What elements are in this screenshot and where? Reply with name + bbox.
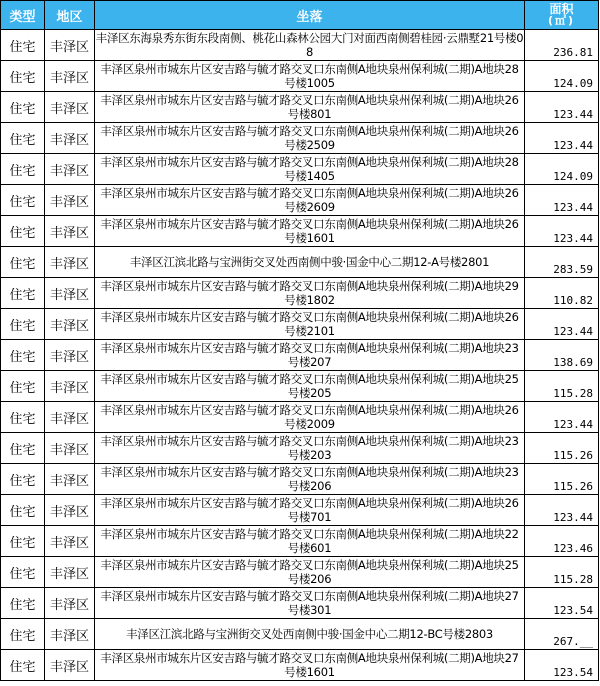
cell-area: 123.44: [525, 309, 599, 340]
cell-area: 123.44: [525, 495, 599, 526]
table-row: [1, 92, 599, 123]
table-row: [1, 309, 599, 340]
cell-district: 丰泽区: [45, 650, 95, 681]
cell-type: 住宅: [1, 402, 45, 433]
cell-location: 丰泽区泉州市城东片区安吉路与毓才路交叉口东南侧A地块泉州保利城(二期)A地块26号楼2009: [95, 402, 525, 433]
table-row: [1, 30, 599, 61]
cell-type: 住宅: [1, 495, 45, 526]
cell-type: 住宅: [1, 588, 45, 619]
table-row: [1, 154, 599, 185]
header-area-label: 面积: [549, 2, 574, 16]
table-row: [1, 588, 599, 619]
header-row: [1, 1, 599, 30]
cell-type: 住宅: [1, 371, 45, 402]
cell-location: 丰泽区江滨北路与宝洲街交叉处西南侧中骏·国金中心二期12-A号楼2801: [95, 247, 525, 278]
cell-type: 住宅: [1, 247, 45, 278]
cell-location: 丰泽区泉州市城东片区安吉路与毓才路交叉口东南侧A地块泉州保利城(二期)A地块29号楼1802: [95, 278, 525, 309]
cell-area: 123.54: [525, 650, 599, 681]
cell-area: 115.26: [525, 464, 599, 495]
cell-district: 丰泽区: [45, 526, 95, 557]
cell-district: 丰泽区: [45, 402, 95, 433]
cell-district: 丰泽区: [45, 340, 95, 371]
cell-area: 123.44: [525, 123, 599, 154]
cell-area: 283.59: [525, 247, 599, 278]
cell-area: 236.81: [525, 30, 599, 61]
table-row: [1, 340, 599, 371]
cell-location: 丰泽区泉州市城东片区安吉路与毓才路交叉口东南侧A地块泉州保利城(二期)A地块26号楼2101: [95, 309, 525, 340]
cell-area: 115.28: [525, 371, 599, 402]
cell-location: 丰泽区泉州市城东片区安吉路与毓才路交叉口东南侧A地块泉州保利城(二期)A地块28号楼1405: [95, 154, 525, 185]
cell-area: 123.44: [525, 185, 599, 216]
cell-type: 住宅: [1, 154, 45, 185]
table-row: [1, 619, 599, 650]
table-row: [1, 526, 599, 557]
cell-type: 住宅: [1, 650, 45, 681]
table-row: [1, 433, 599, 464]
cell-type: 住宅: [1, 526, 45, 557]
cell-location: 丰泽区泉州市城东片区安吉路与毓才路交叉口东南侧A地块泉州保利城(二期)A地块22号楼601: [95, 526, 525, 557]
cell-location: 丰泽区泉州市城东片区安吉路与毓才路交叉口东南侧A地块泉州保利城(二期)A地块23号楼206: [95, 464, 525, 495]
cell-location: 丰泽区江滨北路与宝洲街交叉处西南侧中骏·国金中心二期12-BC号楼2803: [95, 619, 525, 650]
cell-type: 住宅: [1, 309, 45, 340]
cell-district: 丰泽区: [45, 92, 95, 123]
cell-district: 丰泽区: [45, 30, 95, 61]
table-row: [1, 123, 599, 154]
cell-location: 丰泽区泉州市城东片区安吉路与毓才路交叉口东南侧A地块泉州保利城(二期)A地块23号楼207: [95, 340, 525, 371]
cell-area: 115.28: [525, 557, 599, 588]
table-row: [1, 61, 599, 92]
cell-district: 丰泽区: [45, 185, 95, 216]
table-body: [1, 30, 599, 681]
cell-location: 丰泽区泉州市城东片区安吉路与毓才路交叉口东南侧A地块泉州保利城(二期)A地块25号楼205: [95, 371, 525, 402]
cell-area: 138.69: [525, 340, 599, 371]
cell-location: 丰泽区东海泉秀东街东段南侧、桃花山森林公园大门对面西南侧碧桂园·云鼎墅21号楼08: [95, 31, 524, 59]
cell-district: 丰泽区: [45, 464, 95, 495]
table-row: [1, 557, 599, 588]
table-row: [1, 495, 599, 526]
table-row: [1, 371, 599, 402]
cell-location: 丰泽区泉州市城东片区安吉路与毓才路交叉口东南侧A地块泉州保利城(二期)A地块26号楼701: [95, 495, 525, 526]
cell-location: 丰泽区泉州市城东片区安吉路与毓才路交叉口东南侧A地块泉州保利城(二期)A地块23号楼203: [95, 433, 525, 464]
header-location: 坐落: [95, 1, 525, 30]
header-area: [525, 1, 599, 30]
cell-location: 丰泽区泉州市城东片区安吉路与毓才路交叉口东南侧A地块泉州保利城(二期)A地块26号楼801: [95, 92, 525, 123]
cell-type: 住宅: [1, 557, 45, 588]
cell-district: 丰泽区: [45, 216, 95, 247]
cell-area: 115.26: [525, 433, 599, 464]
table-row: [1, 650, 599, 681]
cell-district: 丰泽区: [45, 371, 95, 402]
cell-type: 住宅: [1, 123, 45, 154]
header-area-unit: (㎡): [547, 14, 576, 27]
cell-area: 110.82: [525, 278, 599, 309]
cell-area: 124.09: [525, 154, 599, 185]
cell-location: 丰泽区泉州市城东片区安吉路与毓才路交叉口东南侧A地块泉州保利城(二期)A地块26号楼1601: [95, 216, 525, 247]
cell-location: 丰泽区泉州市城东片区安吉路与毓才路交叉口东南侧A地块泉州保利城(二期)A地块27号楼301: [95, 588, 525, 619]
cell-type: 住宅: [1, 185, 45, 216]
cell-type: 住宅: [1, 61, 45, 92]
cell-area: 123.44: [525, 402, 599, 433]
cell-district: 丰泽区: [45, 154, 95, 185]
cell-type: 住宅: [1, 619, 45, 650]
table-row: [1, 185, 599, 216]
cell-location: 丰泽区泉州市城东片区安吉路与毓才路交叉口东南侧A地块泉州保利城(二期)A地块28号楼1005: [95, 61, 525, 92]
table-row: [1, 278, 599, 309]
cell-type: 住宅: [1, 278, 45, 309]
cell-area: 123.46: [525, 526, 599, 557]
cell-location: 丰泽区泉州市城东片区安吉路与毓才路交叉口东南侧A地块泉州保利城(二期)A地块26号楼2509: [95, 123, 525, 154]
cell-area: 267.__: [525, 619, 599, 650]
table-row: [1, 464, 599, 495]
cell-location: 丰泽区泉州市城东片区安吉路与毓才路交叉口东南侧A地块泉州保利城(二期)A地块26号楼2609: [95, 185, 525, 216]
cell-district: 丰泽区: [45, 61, 95, 92]
cell-type: 住宅: [1, 216, 45, 247]
cell-district: 丰泽区: [45, 588, 95, 619]
cell-location: 丰泽区泉州市城东片区安吉路与毓才路交叉口东南侧A地块泉州保利城(二期)A地块25号楼206: [95, 557, 525, 588]
cell-district: 丰泽区: [45, 123, 95, 154]
table-header: [1, 1, 599, 30]
cell-area: 123.54: [525, 588, 599, 619]
cell-area: 123.44: [525, 216, 599, 247]
cell-district: 丰泽区: [45, 433, 95, 464]
cell-district: 丰泽区: [45, 309, 95, 340]
cell-type: 住宅: [1, 92, 45, 123]
table-row: [1, 402, 599, 433]
cell-type: 住宅: [1, 464, 45, 495]
cell-area: 123.44: [525, 92, 599, 123]
cell-district: 丰泽区: [45, 278, 95, 309]
header-district: 地区: [45, 1, 95, 30]
table-row: [1, 247, 599, 278]
cell-district: 丰泽区: [45, 247, 95, 278]
cell-type: 住宅: [1, 340, 45, 371]
cell-district: 丰泽区: [45, 619, 95, 650]
cell-type: 住宅: [1, 433, 45, 464]
cell-district: 丰泽区: [45, 557, 95, 588]
cell-type: 住宅: [1, 30, 45, 61]
cell-location: 丰泽区泉州市城东片区安吉路与毓才路交叉口东南侧A地块泉州保利城(二期)A地块27号楼1601: [95, 650, 525, 681]
table-row: [1, 216, 599, 247]
cell-district: 丰泽区: [45, 495, 95, 526]
cell-area: 124.09: [525, 61, 599, 92]
header-type: 类型: [1, 1, 45, 30]
